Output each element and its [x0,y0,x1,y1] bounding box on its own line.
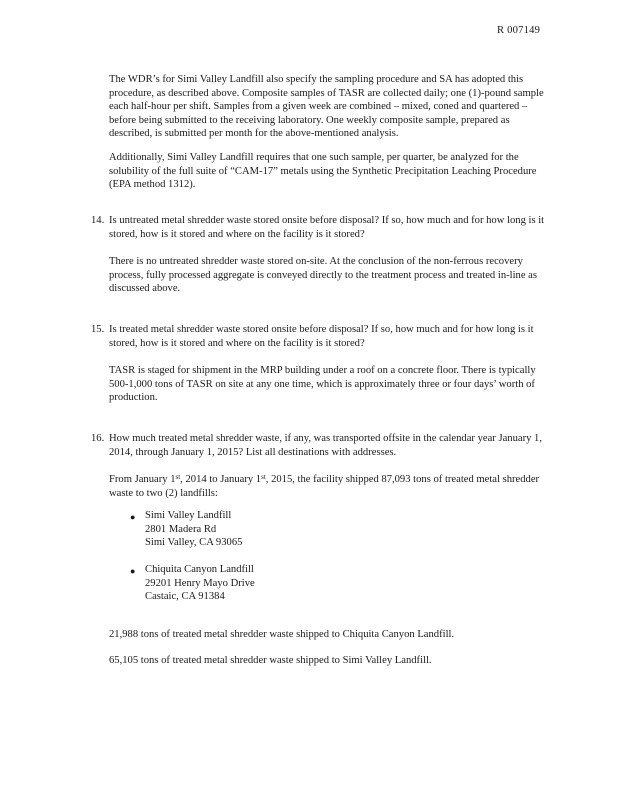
superscript-st: st [175,473,181,481]
landfill-name: Chiquita Canyon Landfill [145,564,254,575]
intro-paragraph-1: The WDR’s for Simi Valley Landfill also specify the sampling procedure and SA has adopted this procedure, as described above. Composite samples of TASR are collected daily; one (1)-pound sample each half-hour per shift. Samples from a given week are combined – mixed, coned and quartered – before being submitted to the receiving laboratory. One weekly composite sample, prepared as described, is submitted per month for the above-mentioned analysis. [109,74,544,140]
page-id: R 007149 [497,25,541,36]
bullet-icon: ● [130,512,136,522]
landfill-street: 29201 Henry Mayo Drive [145,577,255,589]
question-16-answer: From January 1st, 2014 to January 1st, 2015, the facility shipped 87,093 tons of treated metal shredder waste to two (2) landfills: [109,473,540,499]
question-14-answer: There is no untreated shredder waste stored on-site. At the conclusion of the non-ferrous recovery process, fully processed aggregate is conveyed directly to the treatment process and treated in-line as discussed above. [109,256,538,295]
address-simi-valley [145,509,445,550]
question-15-answer: TASR is staged for shipment in the MRP building under a roof on a concrete floor. There is typically 500-1,000 tons of TASR on site at any one time, which is approximately three or four days’ worth of production. [109,365,536,404]
intro-paragraph-2: Additionally, Simi Valley Landfill requires that one such sample, per quarter, be analyzed for the solubility of the full suite of “CAM-17” metals using the Synthetic Precipitation Leaching Procedure (EPA method 1312). [109,152,537,191]
shipped-chiquita: 21,988 tons of treated metal shredder waste shipped to Chiquita Canyon Landfill. [109,629,455,640]
question-15-number: 15. [91,324,105,335]
bullet-icon: ● [130,566,136,576]
landfill-city: Simi Valley, CA 93065 [145,537,243,549]
landfill-name: Simi Valley Landfill [145,510,232,521]
question-15-text: Is treated metal shredder waste stored onsite before disposal? If so, how much and for how long is it stored, how is it stored and where on the facility is it stored? [109,324,534,349]
question-14-text: Is untreated metal shredder waste stored onsite before disposal? If so, how much and for how long is it stored, how is it stored and where on the facility is it stored? [109,215,545,240]
address-chiquita-canyon [145,563,445,604]
superscript-st-2: st [261,473,266,481]
landfill-street: 2801 Madera Rd [145,523,217,535]
shipped-simi: 65,105 tons of treated metal shredder waste shipped to Simi Valley Landfill. [109,655,432,666]
question-14-number: 14. [91,215,105,226]
landfill-city: Castaic, CA 91384 [145,591,225,603]
question-16-number: 16. [91,433,105,444]
question-16-text: How much treated metal shredder waste, if any, was transported offsite in the calendar year January 1, 2014, through January 1, 2015? List all destinations with addresses. [109,433,543,458]
